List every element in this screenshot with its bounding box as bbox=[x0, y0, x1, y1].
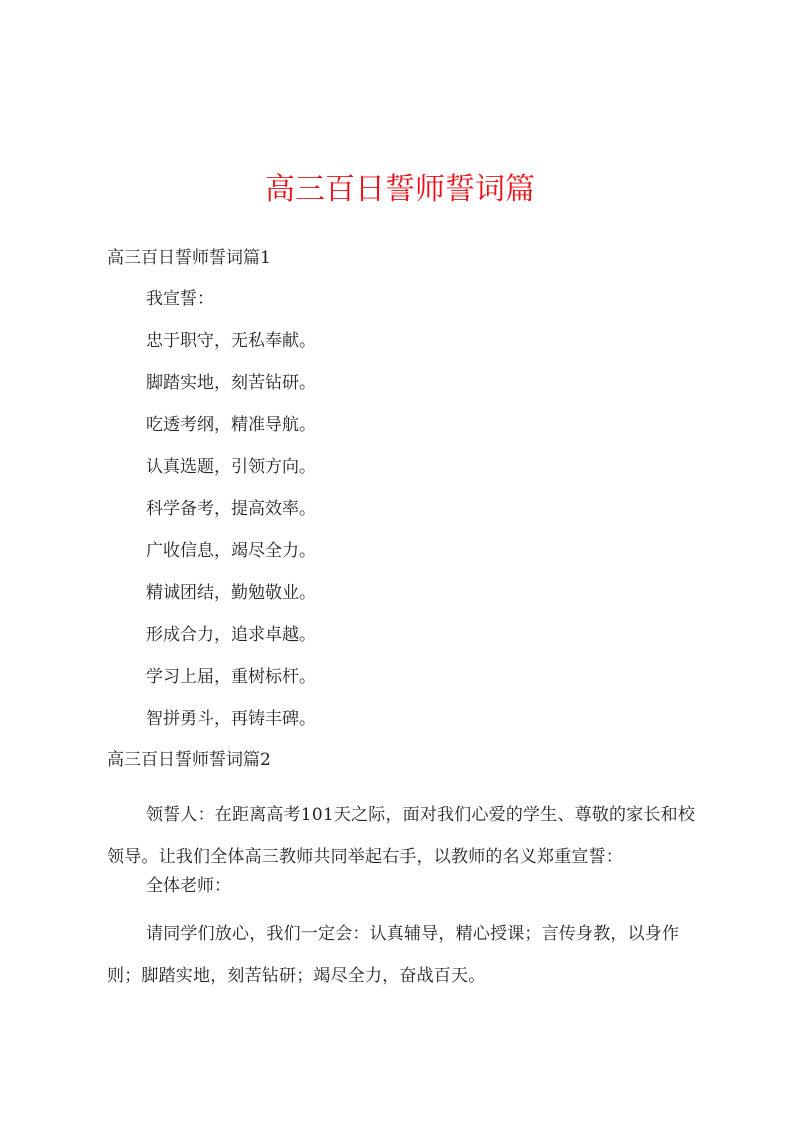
oath-line: 认真选题，引领方向。 bbox=[146, 457, 316, 477]
section-heading-2: 高三百日誓师誓词篇2 bbox=[107, 750, 271, 770]
oath-line: 广收信息，竭尽全力。 bbox=[146, 541, 316, 561]
oath-line: 学习上届，重树标杆。 bbox=[146, 667, 316, 687]
all-teachers-line: 全体老师： bbox=[146, 876, 231, 896]
oath-line: 吃透考纲，精准导航。 bbox=[146, 415, 316, 435]
oath-line: 形成合力，追求卓越。 bbox=[146, 625, 316, 645]
oath-line: 我宣誓： bbox=[146, 289, 214, 309]
oath-line: 忠于职守，无私奉献。 bbox=[146, 331, 316, 351]
oath-line: 科学备考，提高效率。 bbox=[146, 499, 316, 519]
section-heading-1: 高三百日誓师誓词篇1 bbox=[107, 248, 271, 268]
teachers-promise-paragraph: 请同学们放心，我们一定会：认真辅导，精心授课；言传身教，以身作则；脚踏实地，刻苦钻研；竭尽全力，奋战百天。 bbox=[107, 924, 680, 986]
document-title: 高三百日誓师誓词篇 bbox=[265, 172, 535, 207]
oath-line: 脚踏实地，刻苦钻研。 bbox=[146, 373, 316, 393]
oath-line: 智拼勇斗，再铸丰碑。 bbox=[146, 709, 316, 729]
oath-leader-paragraph: 领誓人：在距离高考101天之际，面对我们心爱的学生、尊敬的家长和校领导。让我们全体高三教师共同举起右手，以教师的名义郑重宣誓： bbox=[107, 805, 696, 867]
oath-line: 精诚团结，勤勉敬业。 bbox=[146, 583, 316, 603]
